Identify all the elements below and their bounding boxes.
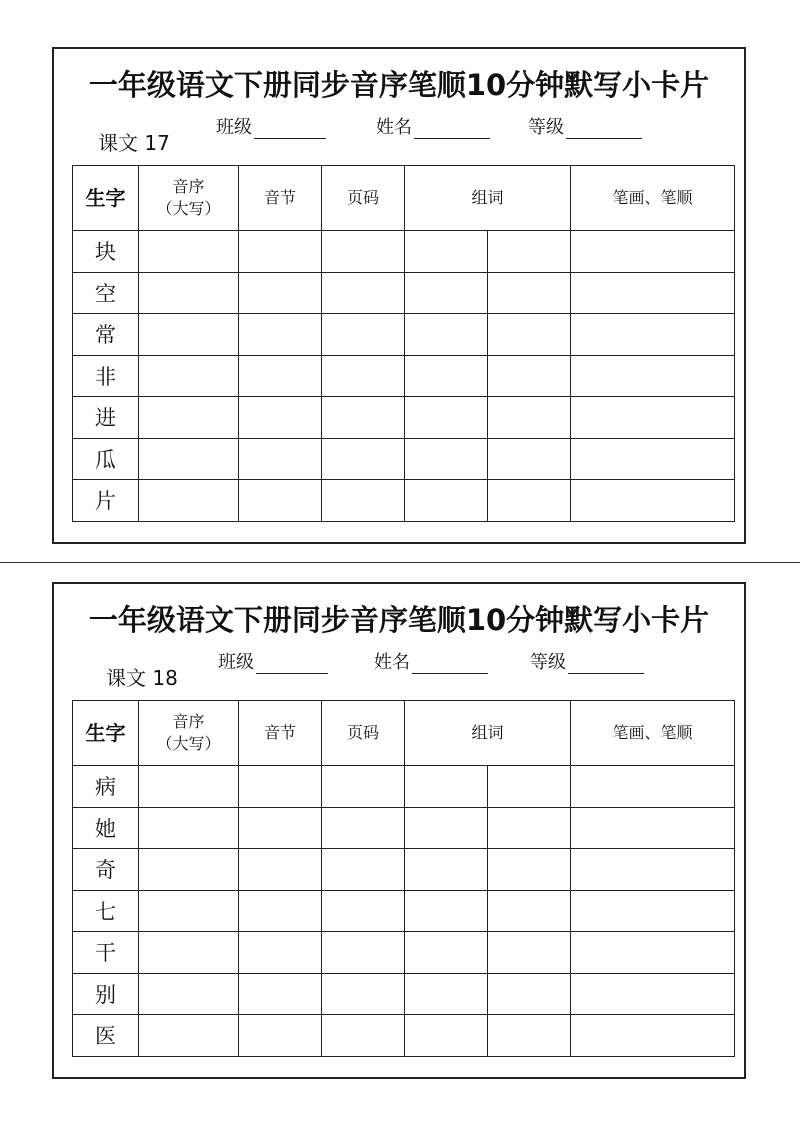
syllable-cell[interactable] — [239, 807, 322, 849]
page-cell[interactable] — [322, 807, 405, 849]
lesson-label: 课文 18 — [106, 666, 178, 690]
word-cell[interactable] — [488, 438, 571, 480]
table-row — [73, 932, 735, 974]
word-cell[interactable] — [405, 807, 488, 849]
word-cell[interactable] — [405, 973, 488, 1015]
character-cell: 奇 — [73, 849, 139, 891]
table-row — [73, 438, 735, 480]
header-char: 生字 — [73, 701, 139, 766]
index-cell[interactable] — [139, 438, 239, 480]
character-cell: 非 — [73, 355, 139, 397]
character-cell: 病 — [73, 766, 139, 808]
character-cell: 块 — [73, 231, 139, 273]
table-row — [73, 1015, 735, 1057]
word-cell[interactable] — [405, 890, 488, 932]
table-row — [73, 807, 735, 849]
cut-line-divider — [0, 562, 800, 563]
table-header-row — [73, 701, 735, 766]
header-words: 组词 — [405, 166, 571, 231]
word-cell[interactable] — [488, 314, 571, 356]
header-strokes: 笔画、笔顺 — [571, 166, 735, 231]
page-cell[interactable] — [322, 272, 405, 314]
class-label: 班级 — [216, 117, 252, 138]
table-row — [73, 973, 735, 1015]
dictation-card-lesson-17 — [52, 47, 746, 544]
character-cell: 她 — [73, 807, 139, 849]
word-cell[interactable] — [405, 849, 488, 891]
name-blank[interactable] — [412, 655, 488, 674]
grade-blank[interactable] — [568, 655, 644, 674]
header-strokes: 笔画、笔顺 — [571, 701, 735, 766]
syllable-cell[interactable] — [239, 480, 322, 522]
strokes-cell[interactable] — [571, 355, 735, 397]
strokes-cell[interactable] — [571, 932, 735, 974]
word-cell[interactable] — [488, 766, 571, 808]
dictation-table — [72, 700, 735, 1057]
syllable-cell[interactable] — [239, 1015, 322, 1057]
name-blank[interactable] — [414, 120, 490, 139]
syllable-cell[interactable] — [239, 438, 322, 480]
index-cell[interactable] — [139, 480, 239, 522]
index-cell[interactable] — [139, 397, 239, 439]
header-page: 页码 — [322, 701, 405, 766]
strokes-cell[interactable] — [571, 807, 735, 849]
character-cell: 医 — [73, 1015, 139, 1057]
character-cell: 常 — [73, 314, 139, 356]
syllable-cell[interactable] — [239, 932, 322, 974]
header-page: 页码 — [322, 166, 405, 231]
table-row — [73, 397, 735, 439]
header-index-line1: 音序 — [172, 712, 205, 731]
strokes-cell[interactable] — [571, 973, 735, 1015]
syllable-cell[interactable] — [239, 231, 322, 273]
index-cell[interactable] — [139, 849, 239, 891]
word-cell[interactable] — [488, 272, 571, 314]
header-index-line2: （大写） — [156, 199, 221, 218]
strokes-cell[interactable] — [571, 231, 735, 273]
character-cell: 瓜 — [73, 438, 139, 480]
header-index — [139, 701, 239, 766]
dictation-table — [72, 165, 735, 522]
strokes-cell[interactable] — [571, 314, 735, 356]
table-row — [73, 355, 735, 397]
grade-blank[interactable] — [566, 120, 642, 139]
character-cell: 干 — [73, 932, 139, 974]
syllable-cell[interactable] — [239, 272, 322, 314]
page-cell[interactable] — [322, 231, 405, 273]
word-cell[interactable] — [405, 766, 488, 808]
word-cell[interactable] — [488, 973, 571, 1015]
class-field[interactable] — [218, 648, 328, 674]
word-cell[interactable] — [405, 231, 488, 273]
syllable-cell[interactable] — [239, 890, 322, 932]
card-title: 一年级语文下册同步音序笔顺10分钟默写小卡片 — [88, 68, 710, 102]
header-index-line2: （大写） — [156, 734, 221, 753]
word-cell[interactable] — [488, 890, 571, 932]
word-cell[interactable] — [488, 355, 571, 397]
page-cell[interactable] — [322, 890, 405, 932]
strokes-cell[interactable] — [571, 480, 735, 522]
character-cell: 空 — [73, 272, 139, 314]
index-cell[interactable] — [139, 1015, 239, 1057]
grade-label: 等级 — [530, 652, 566, 673]
index-cell[interactable] — [139, 932, 239, 974]
word-cell[interactable] — [488, 807, 571, 849]
header-syllable: 音节 — [239, 166, 322, 231]
table-row — [73, 272, 735, 314]
grade-field[interactable] — [528, 113, 642, 139]
index-cell[interactable] — [139, 314, 239, 356]
character-cell: 片 — [73, 480, 139, 522]
index-cell[interactable] — [139, 355, 239, 397]
class-blank[interactable] — [256, 655, 328, 674]
syllable-cell[interactable] — [239, 397, 322, 439]
index-cell[interactable] — [139, 890, 239, 932]
class-field[interactable] — [216, 113, 326, 139]
header-index-line1: 音序 — [172, 177, 205, 196]
header-index — [139, 166, 239, 231]
table-row — [73, 766, 735, 808]
page-cell[interactable] — [322, 355, 405, 397]
word-cell[interactable] — [488, 480, 571, 522]
character-cell: 进 — [73, 397, 139, 439]
word-cell[interactable] — [405, 480, 488, 522]
word-cell[interactable] — [405, 932, 488, 974]
page-cell[interactable] — [322, 438, 405, 480]
table-row — [73, 849, 735, 891]
page-cell[interactable] — [322, 397, 405, 439]
index-cell[interactable] — [139, 231, 239, 273]
word-cell[interactable] — [405, 355, 488, 397]
syllable-cell[interactable] — [239, 355, 322, 397]
strokes-cell[interactable] — [571, 438, 735, 480]
strokes-cell[interactable] — [571, 397, 735, 439]
page-cell[interactable] — [322, 1015, 405, 1057]
syllable-cell[interactable] — [239, 766, 322, 808]
word-cell[interactable] — [405, 397, 488, 439]
word-cell[interactable] — [488, 397, 571, 439]
name-field[interactable] — [374, 648, 488, 674]
character-cell: 七 — [73, 890, 139, 932]
lesson-label: 课文 17 — [98, 131, 170, 155]
word-cell[interactable] — [488, 932, 571, 974]
word-cell[interactable] — [405, 314, 488, 356]
syllable-cell[interactable] — [239, 314, 322, 356]
page-cell[interactable] — [322, 766, 405, 808]
name-field[interactable] — [376, 113, 490, 139]
word-cell[interactable] — [488, 849, 571, 891]
index-cell[interactable] — [139, 973, 239, 1015]
name-label: 姓名 — [374, 652, 410, 673]
strokes-cell[interactable] — [571, 849, 735, 891]
table-row — [73, 890, 735, 932]
strokes-cell[interactable] — [571, 1015, 735, 1057]
table-header-row — [73, 166, 735, 231]
word-cell[interactable] — [405, 272, 488, 314]
class-blank[interactable] — [254, 120, 326, 139]
word-cell[interactable] — [488, 1015, 571, 1057]
grade-field[interactable] — [530, 648, 644, 674]
page-cell[interactable] — [322, 973, 405, 1015]
table-row — [73, 231, 735, 273]
index-cell[interactable] — [139, 766, 239, 808]
name-label: 姓名 — [376, 117, 412, 138]
table-row — [73, 480, 735, 522]
index-cell[interactable] — [139, 807, 239, 849]
grade-label: 等级 — [528, 117, 564, 138]
character-cell: 别 — [73, 973, 139, 1015]
page-cell[interactable] — [322, 849, 405, 891]
table-row — [73, 314, 735, 356]
syllable-cell[interactable] — [239, 973, 322, 1015]
class-label: 班级 — [218, 652, 254, 673]
index-cell[interactable] — [139, 272, 239, 314]
word-cell[interactable] — [405, 438, 488, 480]
card-title: 一年级语文下册同步音序笔顺10分钟默写小卡片 — [88, 603, 710, 637]
word-cell[interactable] — [488, 231, 571, 273]
header-char: 生字 — [73, 166, 139, 231]
header-words: 组词 — [405, 701, 571, 766]
dictation-card-lesson-18 — [52, 582, 746, 1079]
strokes-cell[interactable] — [571, 890, 735, 932]
word-cell[interactable] — [405, 1015, 488, 1057]
page-cell[interactable] — [322, 932, 405, 974]
header-syllable: 音节 — [239, 701, 322, 766]
strokes-cell[interactable] — [571, 766, 735, 808]
page-cell[interactable] — [322, 314, 405, 356]
strokes-cell[interactable] — [571, 272, 735, 314]
syllable-cell[interactable] — [239, 849, 322, 891]
page-cell[interactable] — [322, 480, 405, 522]
